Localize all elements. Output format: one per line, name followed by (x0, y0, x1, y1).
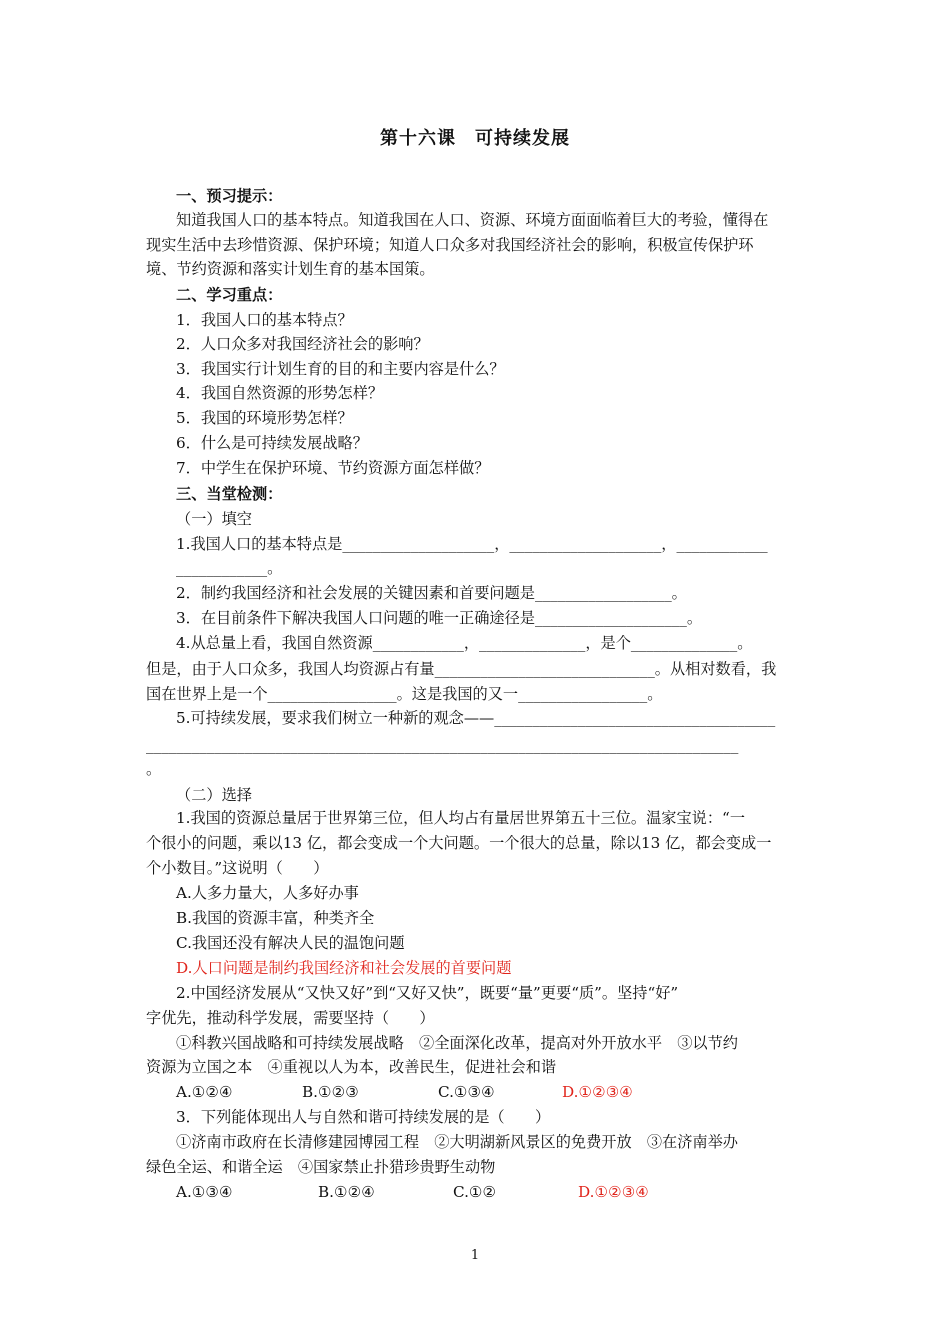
question-3-option-c: C.①② (453, 1183, 497, 1201)
fill-in-line: 2．制约我国经济和社会发展的关键因素和首要问题是__________________。 (176, 584, 687, 602)
section-heading-focus: 二、学习重点： (176, 286, 283, 304)
question-3-options (176, 1180, 808, 1205)
question-3-option-d-answer: D.①②③④ (578, 1183, 649, 1201)
fill-in-line: 但是，由于人口众多，我国人均资源占有量_____________________________。从相对数看，我 (146, 660, 777, 678)
focus-item: 4．我国自然资源的形势怎样？ (176, 384, 384, 402)
question-2-option-b: B.①②③ (302, 1083, 359, 1101)
question-2-line: 字优先，推动科学发展，需要坚持（ ） (146, 1009, 435, 1027)
fill-in-line: ____________。 (176, 559, 283, 577)
preview-text-line: 知道我国人口的基本特点。知道我国在人口、资源、环境方面面临着巨大的考验，懂得在 (176, 211, 769, 229)
question-1-line: 个小数目。”这说明（ ） (146, 859, 329, 877)
question-2-option-d-answer: D.①②③④ (562, 1083, 633, 1101)
choice-heading: （二）选择 (176, 786, 252, 804)
preview-text-line: 现实生活中去珍惜资源、保护环境；知道人口众多对我国经济社会的影响，积极宣传保护环 (146, 236, 754, 254)
question-2-line: 2.中国经济发展从“又快又好”到“又好又快”，既要“量”更要“质”。坚持“好” (176, 984, 679, 1002)
question-3-line: ①济南市政府在长清修建园博园工程 ②大明湖新风景区的免费开放 ③在济南举办 (176, 1133, 738, 1151)
section-heading-preview: 一、预习提示： (176, 187, 283, 205)
fill-in-line: 4.从总量上看，我国自然资源____________，______________，是个______________。 (176, 634, 753, 652)
question-2-line: ①科教兴国战略和可持续发展战略 ②全面深化改革，提高对外开放水平 ③以节约 (176, 1034, 738, 1052)
question-2-options (176, 1080, 808, 1105)
focus-item: 6．什么是可持续发展战略？ (176, 434, 368, 452)
fill-in-line: 1.我国人口的基本特点是____________________，____________________，____________ (176, 535, 768, 553)
fill-in-line: ______________________________________________________________________________ (146, 736, 739, 754)
fill-in-line: 国在世界上是一个_________________。这是我国的又一_________________。 (146, 685, 663, 703)
fill-in-line: 3．在目前条件下解决我国人口问题的唯一正确途径是____________________。 (176, 609, 703, 627)
fill-in-heading: （一）填空 (176, 510, 252, 528)
question-1-option-d-answer: D.人口问题是制约我国经济和社会发展的首要问题 (176, 959, 512, 977)
focus-item: 7．中学生在保护环境、节约资源方面怎样做？ (176, 459, 490, 477)
focus-item: 3．我国实行计划生育的目的和主要内容是什么？ (176, 360, 505, 378)
question-1-line: 个很小的问题，乘以13 亿，都会变成一个大问题。一个很大的总量，除以13 亿，都会变成一 (146, 834, 772, 852)
question-2-line: 资源为立国之本 ④重视以人为本，改善民生，促进社会和谐 (146, 1058, 557, 1076)
question-3-option-b: B.①②④ (318, 1183, 375, 1201)
focus-item: 5．我国的环境形势怎样？ (176, 409, 353, 427)
section-heading-test: 三、当堂检测： (176, 485, 283, 503)
question-1-option-c: C.我国还没有解决人民的温饱问题 (176, 934, 405, 952)
question-3-line: 3．下列能体现出人与自然和谐可持续发展的是（ ） (176, 1108, 551, 1126)
fill-in-line: 。 (146, 760, 162, 778)
question-1-option-b: B.我国的资源丰富，种类齐全 (176, 909, 375, 927)
question-2-option-c: C.①③④ (438, 1083, 495, 1101)
question-3-line: 绿色全运、和谐全运 ④国家禁止扑猎珍贵野生动物 (146, 1158, 496, 1176)
preview-text-line: 境、节约资源和落实计划生育的基本国策。 (146, 260, 435, 278)
page-number: 1 (470, 1248, 480, 1263)
focus-item: 2．人口众多对我国经济社会的影响？ (176, 335, 429, 353)
fill-in-line: 5.可持续发展，要求我们树立一种新的观念——_____________________________________ (176, 709, 776, 727)
question-3-option-a: A.①③④ (176, 1183, 233, 1201)
focus-item: 1．我国人口的基本特点？ (176, 311, 353, 329)
page-title: 第十六课 可持续发展 (380, 128, 570, 149)
question-2-option-a: A.①②④ (176, 1083, 233, 1101)
question-1-line: 1.我国的资源总量居于世界第三位，但人均占有量居世界第五十三位。温家宝说：“一 (176, 809, 746, 827)
question-1-option-a: A.人多力量大，人多好办事 (176, 884, 359, 902)
